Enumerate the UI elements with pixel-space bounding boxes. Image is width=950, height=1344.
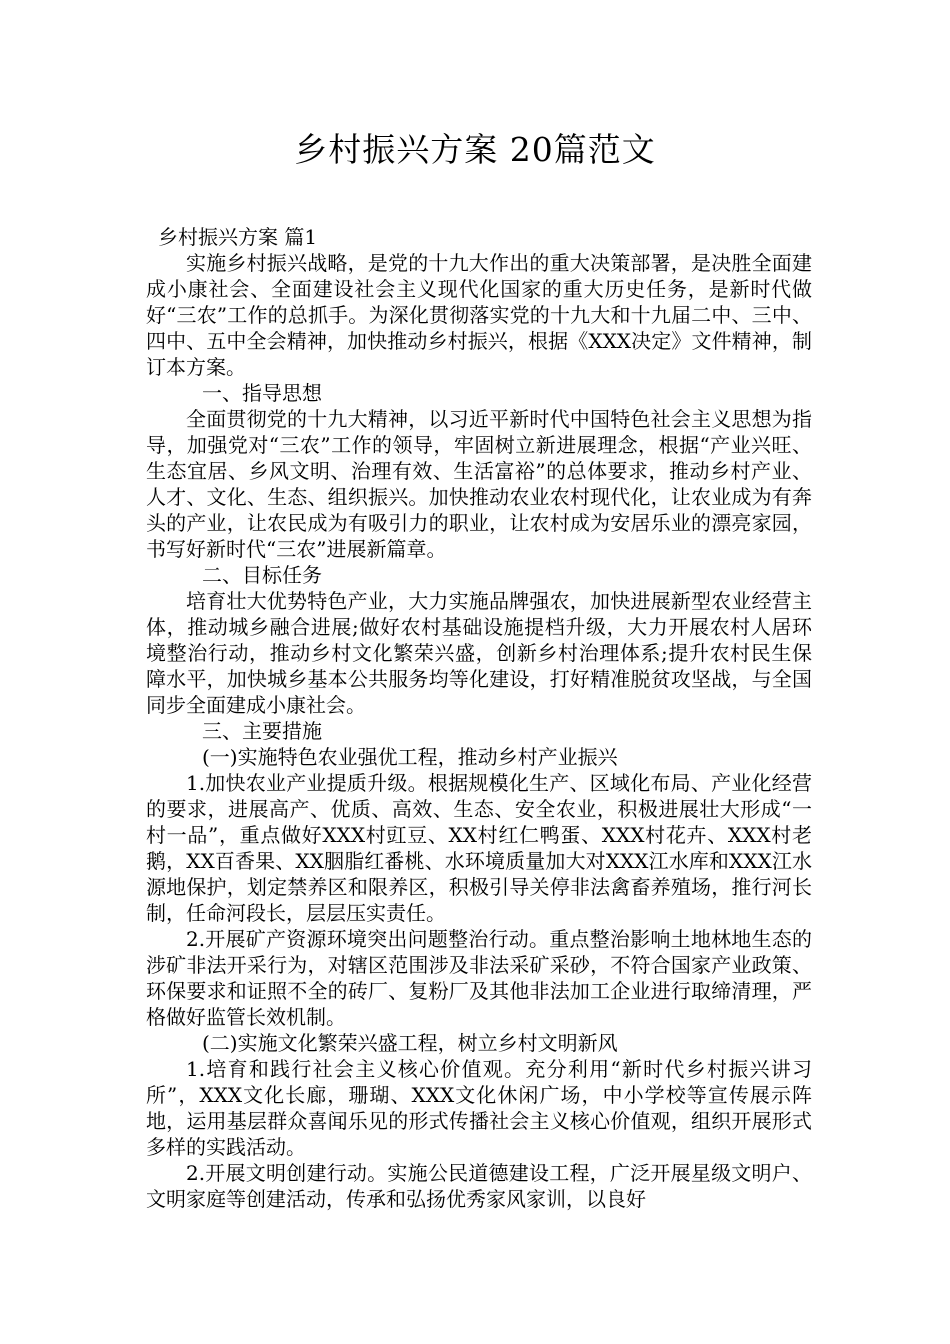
section-heading: 二、目标任务 — [202, 563, 322, 587]
paragraph: 全面贯彻党的十九大精神，以习近平新时代中国特色社会主义思想为指导，加强党对“三农”工作的领导，牢固树立新进展理念，根据“产业兴旺、生态宜居、乡风文明、治理有效、生活富裕”的总体要求，推动乡村产业、人才、文化、生态、组织振兴。加快推动农业农村现代化，让农业成为有奔头的产业，让农民成为有吸引力的职业，让农村成为安居乐业的漂亮家园，书写好新时代“三农”进展新篇章。 — [146, 407, 812, 561]
subsection-heading: (二)实施文化繁荣兴盛工程，树立乡村文明新风 — [202, 1031, 618, 1055]
section-label: 乡村振兴方案 篇1 — [158, 225, 318, 249]
paragraph: 1.加快农业产业提质升级。根据规模化生产、区域化布局、产业化经营的要求，进展高产、优质、高效、生态、安全农业，积极进展壮大形成“一村一品”，重点做好XXX村豇豆、XX村红仁鸭蛋、XXX村花卉、XXX村老鹅，XX百香果、XX胭脂红番桃、水环境质量加大对XXX江水库和XXX江水源地保护，划定禁养区和限养区，积极引导关停非法禽畜养殖场，推行河长制，任命河段长，层层压实责任。 — [146, 771, 812, 925]
section-heading: 三、主要措施 — [202, 719, 322, 743]
paragraph: 2.开展文明创建行动。实施公民道德建设工程，广泛开展星级文明户、文明家庭等创建活动，传承和弘扬优秀家风家训，以良好 — [146, 1161, 812, 1211]
document-body — [146, 224, 812, 1212]
section-heading: 一、指导思想 — [202, 381, 322, 405]
subsection-heading: (一)实施特色农业强优工程，推动乡村产业振兴 — [202, 745, 618, 769]
paragraph: 实施乡村振兴战略，是党的十九大作出的重大决策部署，是决胜全面建成小康社会、全面建设社会主义现代化国家的重大历史任务，是新时代做好“三农”工作的总抓手。为深化贯彻落实党的十九大和十九届二中、三中、四中、五中全会精神，加快推动乡村振兴，根据《XXX决定》文件精神，制订本方案。 — [146, 251, 812, 379]
paragraph: 2.开展矿产资源环境突出问题整治行动。重点整治影响土地林地生态的涉矿非法开采行为，对辖区范围涉及非法采矿采砂，不符合国家产业政策、环保要求和证照不全的砖厂、复粉厂及其他非法加工企业进行取缔清理，严格做好监管长效机制。 — [146, 927, 812, 1029]
paragraph: 1.培育和践行社会主义核心价值观。充分利用“新时代乡村振兴讲习所”，XXX文化长廊，珊瑚、XXX文化休闲广场，中小学校等宣传展示阵地，运用基层群众喜闻乐见的形式传播社会主义核心价值观，组织开展形式多样的实践活动。 — [146, 1057, 812, 1159]
paragraph: 培育壮大优势特色产业，大力实施品牌强农，加快进展新型农业经营主体，推动城乡融合进展;做好农村基础设施提档升级，大力开展农村人居环境整治行动，推动乡村文化繁荣兴盛，创新乡村治理体系;提升农村民生保障水平，加快城乡基本公共服务均等化建设，打好精准脱贫攻坚战，与全国同步全面建成小康社会。 — [146, 589, 812, 717]
document-title: 乡村振兴方案 20篇范文 — [294, 130, 656, 169]
